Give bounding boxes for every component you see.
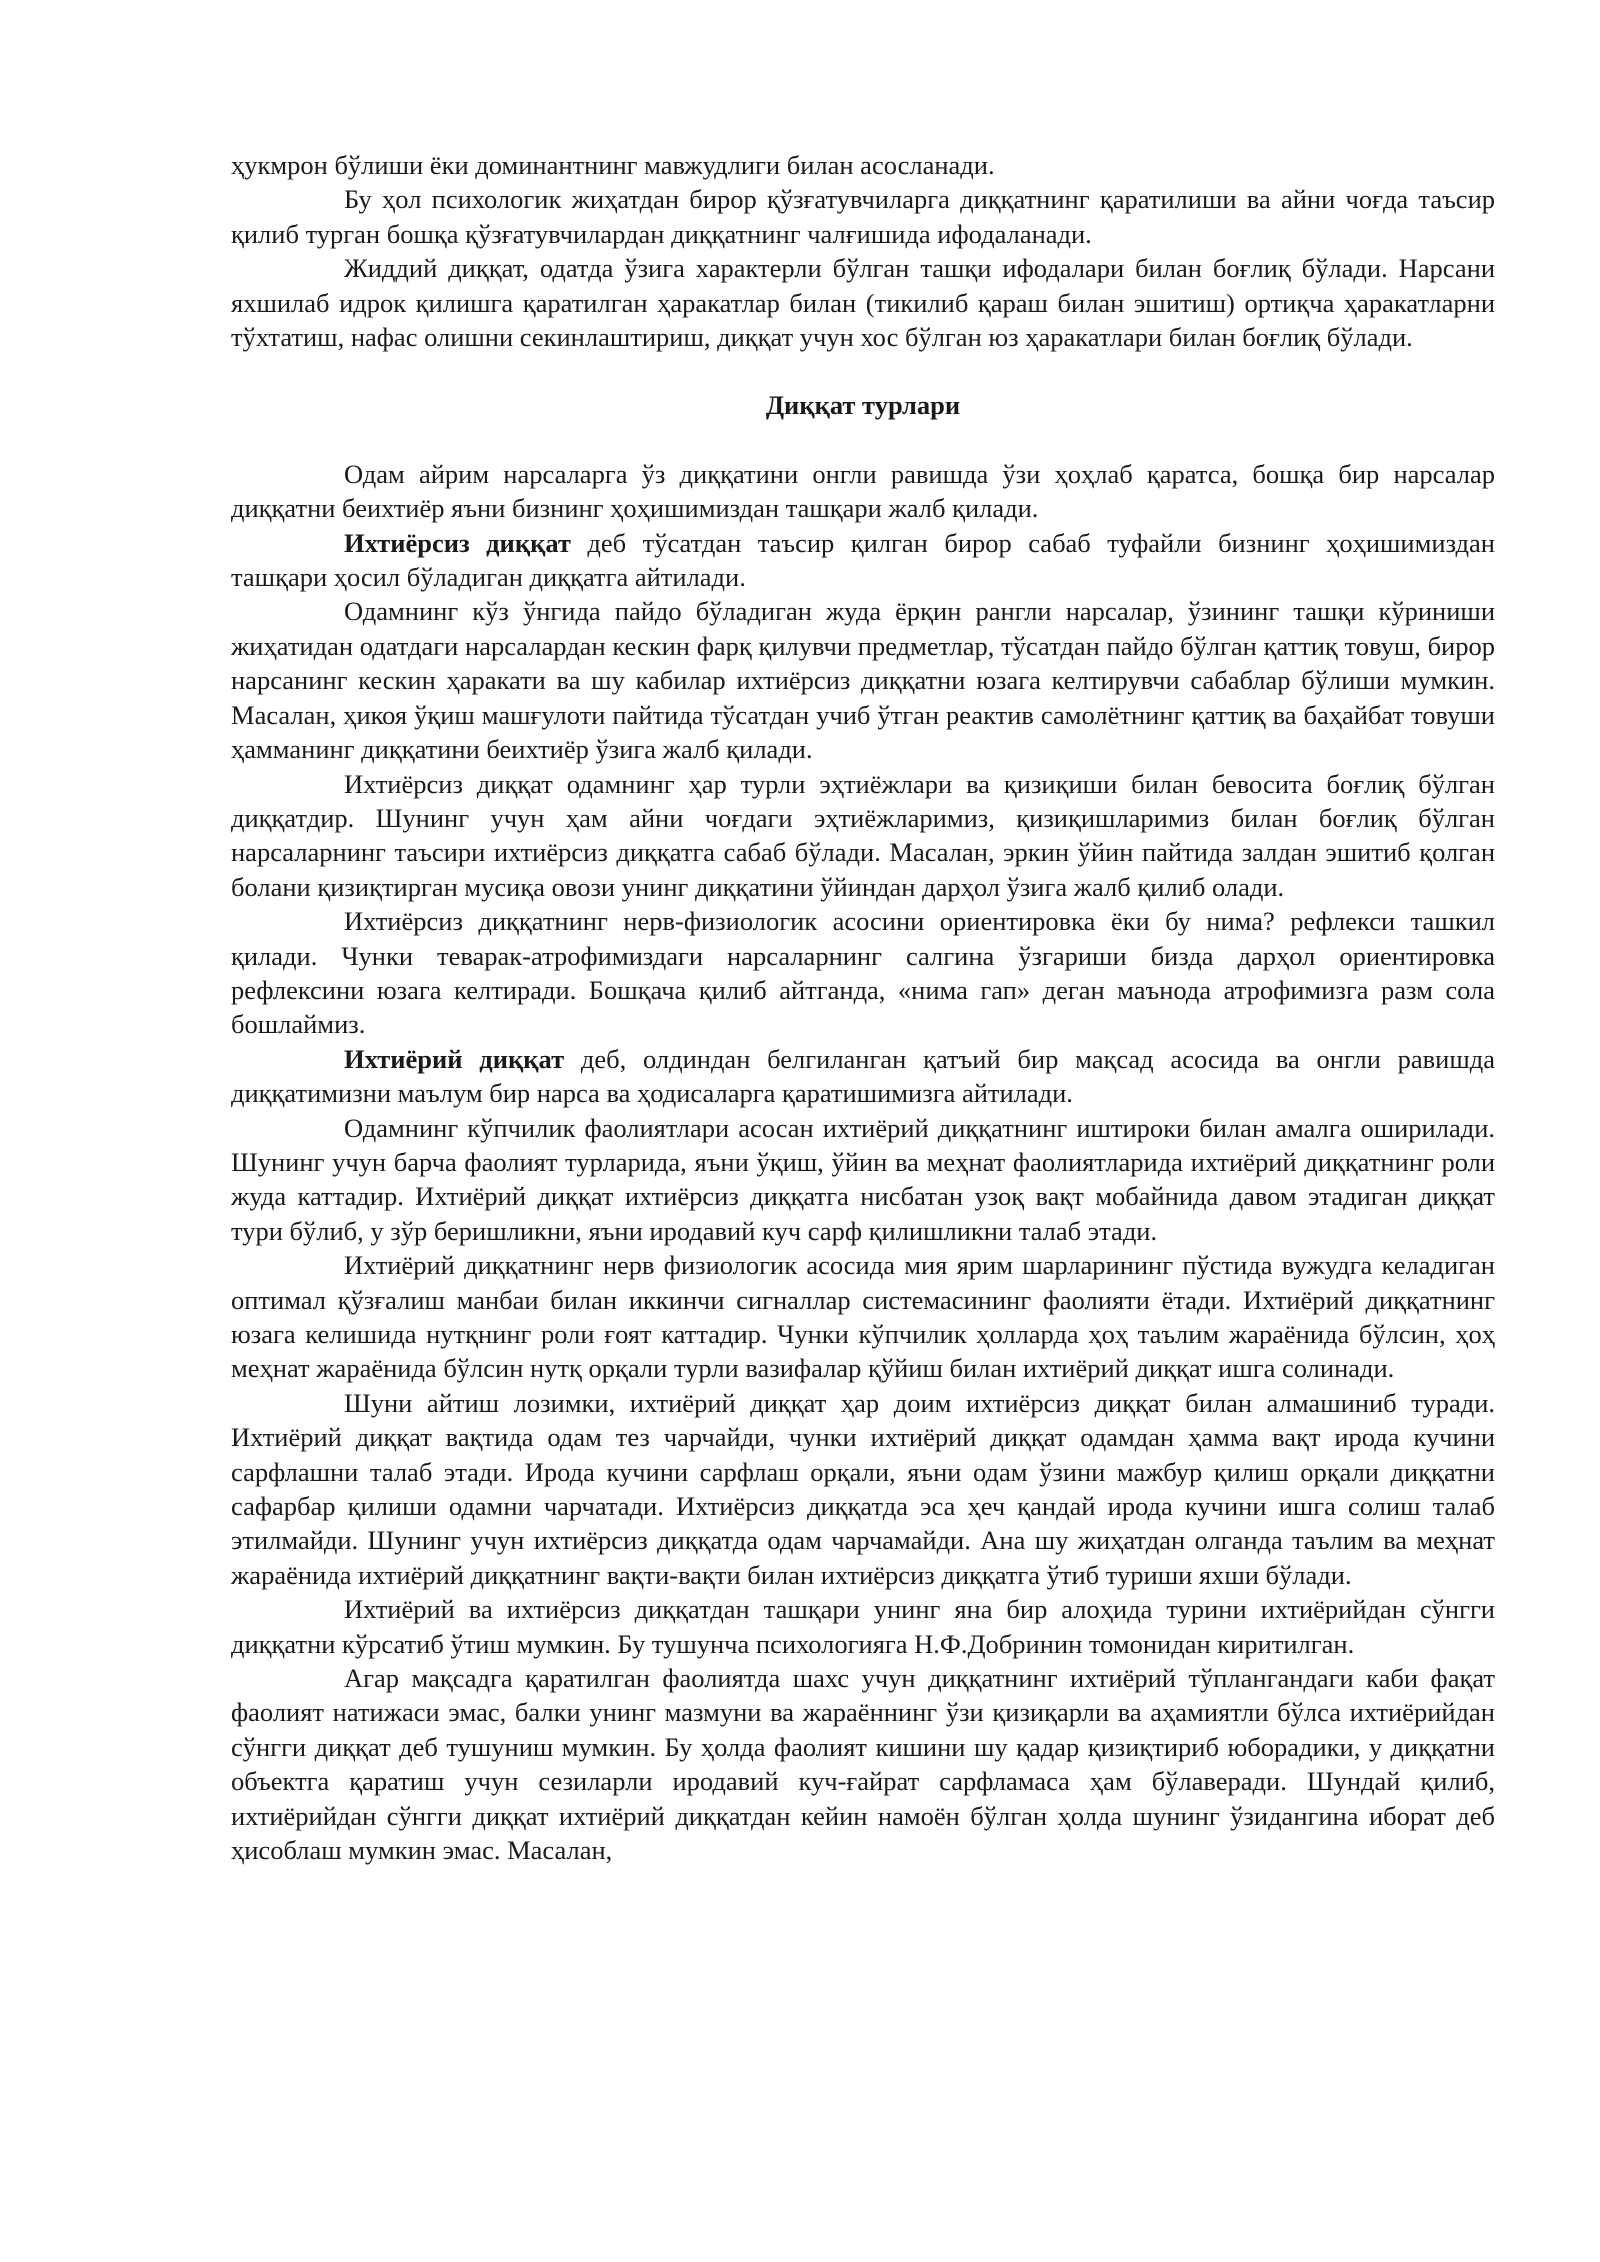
paragraph-physiology: Ихтиёрий диққатнинг нерв физиологик асосида мия ярим шарларининг пўстида вужудга келадиган оптимал қўзғалиш манбаи билан иккинчи сигналлар системасининг фаолияти ётади. Ихтиёрий диққатнинг юзага келишида нутқнинг роли ғоят каттадир. Чунки кўпчилик ҳолларда ҳоҳ таълим жараёнида бўлсин, ҳоҳ меҳнат жараёнида бўлсин нутқ орқали турли вазифалар қўйиш билан ихтиёрий диққат ишга солинади. (231, 1250, 1495, 1384)
paragraph-serious-attention: Жиддий диққат, одатда ўзига характерли бўлган ташқи ифодалари билан боғлиқ бўлади. Нарсани яхшилаб идрок қилишга қаратилган ҳаракатлар билан (тикилиб қараш билан эшитиш) ортиқча ҳаракатларни тўхтатиш, нафас олишни секинлаштириш, диққат учун хос бўлган юз ҳаракатлари билан боғлиқ бўлади. (231, 253, 1495, 353)
paragraph-causes: Одамнинг кўз ўнгида пайдо бўладиган жуда ёрқин рангли нарсалар, ўзининг ташқи кўриниши жиҳатидан одатдаги нарсалардан кескин фарқ қилувчи предметлар, тўсатдан пайдо бўлган қаттиқ товуш, бирор нарсанинг кескин ҳаракати ва шу кабилар ихтиёрсиз диққатни юзага келтирувчи сабаблар бўлиши мумкин. Масалан, ҳикоя ўқиш машғулоти пайтида тўсатдан учиб ўтган реактив самолётнинг қаттиқ ва баҳайбат товуши ҳамманинг диққатини беихтиёр ўзига жалб қилади. (231, 596, 1495, 765)
paragraph-activities: Одамнинг кўпчилик фаолиятлари асосан ихтиёрий диққатнинг иштироки билан амалга оширилади. Шунинг учун барча фаолият турларида, яъни ўқиш, ўйин ва меҳнат фаолиятларида ихтиёрий диққатнинг роли жуда каттадир. Ихтиёрий диққат ихтиёрсиз диққатга нисбатан узоқ вақт мобайнида давом этадиган диққат тури бўлиб, у зўр беришликни, яъни иродавий куч сарф қилишликни талаб этади. (231, 1112, 1495, 1246)
paragraph-alternation: Шуни айтиш лозимки, ихтиёрий диққат ҳар доим ихтиёрсиз диққат билан алмашиниб туради. Ихтиёрий диққат вақтида одам тез чарчайди, чунки ихтиёрий диққат одамдан ҳамма вақт ирода кучини сарфлашни талаб этади. Ирода кучини сарфлаш орқали, яъни одам ўзини мажбур қилиш орқали диққатни сафарбар қилиши одамни чарчатади. Ихтиёрсиз диққатда эса ҳеч қандай ирода кучини ишга солиш талаб этилмайди. Шунинг учун ихтиёрсиз диққатда одам чарчамайди. Ана шу жиҳатдан олганда таълим ва меҳнат жараёнида ихтиёрий диққатнинг вақти-вақти билан ихтиёрсиз диққатга ўтиб туриши яхши бўлади. (231, 1387, 1495, 1590)
paragraph-continuation: ҳукмрон бўлиши ёки доминантнинг мавжудлиги билан асосланади. (231, 150, 995, 180)
voluntary-definition-text: деб, олдиндан белгиланган қатъий бир мақсад асосида ва онгли равишда диққатимизни маълум бир нарса ва ҳодисаларга қаратишимизга айтилади. (231, 1043, 1495, 1109)
section-heading: Диққат турлари (765, 390, 961, 421)
paragraph-reflex: Ихтиёрсиз диққатнинг нерв-физиологик асосини ориентировка ёки бу нима? рефлекси ташкил қилади. Чунки теварак-атрофимиздаги нарсаларнинг салгина ўзгариши бизда дарҳол ориентировка рефлексини юзага келтиради. Бошқача қилиб айтганда, «нима гап» деган маънода атрофимизга разм сола бошлаймиз. (231, 906, 1495, 1040)
document-page (231, 148, 1495, 1868)
paragraph-post-voluntary: Ихтиёрий ва ихтиёрсиз диққатдан ташқари унинг яна бир алоҳида турини ихтиёрийдан сўнгги диққатни кўрсатиб ўтиш мумкин. Бу тушунча психологияга Н.Ф.Добринин томонидан киритилган. (231, 1594, 1495, 1659)
paragraph-voluntary-definition (231, 1042, 1495, 1111)
paragraph-needs: Ихтиёрсиз диққат одамнинг ҳар турли эҳтиёжлари ва қизиқиши билан бевосита боғлиқ бўлган диққатдир. Шунинг учун ҳам айни чоғдаги эҳтиёжларимиз, қизиқишларимиз билан боғлиқ бўлган нарсаларнинг таъсири ихтиёрсиз диққатга сабаб бўлади. Масалан, эркин ўйин пайтида залдан эшитиб қолган болани қизиқтирган мусиқа овози унинг диққатини ўйиндан дарҳол ўзига жалб қилиб олади. (231, 768, 1495, 902)
involuntary-definition-text: деб тўсатдан таъсир қилган бирор сабаб туфайли бизнинг ҳоҳишимиздан ташқари ҳосил бўладиган диққатга айтилади. (231, 527, 1495, 593)
term-voluntary-attention: Ихтиёрий диққат (344, 1043, 565, 1074)
paragraph-distraction: Бу ҳол психологик жиҳатдан бирор қўзғатувчиларга диққатнинг қаратилиши ва айни чоғда таъсир қилиб турган бошқа қўзғатувчилардан диққатнинг чалғишида ифодаланади. (231, 184, 1495, 249)
paragraph-final: Агар мақсадга қаратилган фаолиятда шахс учун диққатнинг ихтиёрий тўплангандаги каби фақат фаолият натижаси эмас, балки унинг мазмуни ва жараённинг ўзи қизиқарли ва аҳамиятли бўлса ихтиёрийдан сўнгги диққат деб тушуниш мумкин. Бу ҳолда фаолият кишини шу қадар қизиқтириб юборадики, у диққатни объектга қаратиш учун сезиларли иродавий куч-ғайрат сарфламаса ҳам бўлаверади. Шундай қилиб, ихтиёрийдан сўнгги диққат ихтиёрий диққатдан кейин намоён бўлган ҳолда шунинг ўзидангина иборат деб ҳисоблаш мумкин эмас. Масалан, (231, 1663, 1495, 1866)
term-involuntary-attention: Ихтиёрсиз диққат (344, 527, 571, 558)
paragraph-intro: Одам айрим нарсаларга ўз диққатини онгли равишда ўзи ҳоҳлаб қаратса, бошқа бир нарсалар диққатни беихтиёр яъни бизнинг ҳоҳишимиздан ташқари жалб қилади. (231, 458, 1495, 524)
paragraph-involuntary-definition (231, 526, 1495, 595)
